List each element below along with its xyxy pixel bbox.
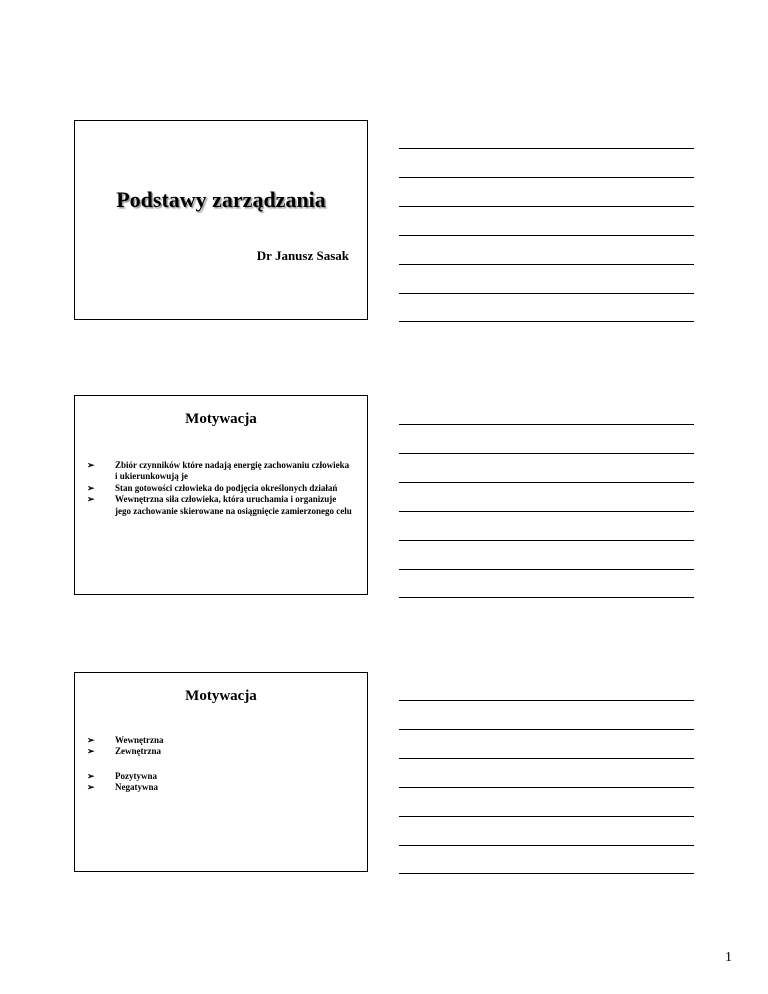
note-line [399, 511, 694, 512]
bullet-text: Wewnętrzna [115, 735, 164, 745]
arrow-bullet-icon: ➢ [87, 494, 95, 505]
list-item [87, 494, 353, 517]
slide-1 [74, 120, 368, 320]
arrow-bullet-icon: ➢ [87, 735, 95, 745]
slide-1-author: Dr Janusz Sasak [256, 248, 349, 263]
bullet-text: Zbiór czynników które nadają energię zachowaniu człowieka i ukierunkowują je [115, 460, 350, 482]
list-item [87, 746, 353, 757]
note-line [399, 293, 694, 294]
note-line [399, 787, 694, 788]
list-item [87, 771, 353, 782]
arrow-bullet-icon: ➢ [87, 746, 95, 757]
note-line [399, 540, 694, 541]
slide-1-title: Podstawy zarządzania [116, 187, 326, 212]
note-line [399, 235, 694, 236]
bullet-text: Stan gotowości człowieka do podjęcia określonych działań [115, 482, 338, 493]
note-line [399, 424, 694, 425]
note-line [399, 597, 694, 598]
bullet-text: Pozytywna [115, 770, 157, 781]
arrow-bullet-icon: ➢ [87, 460, 95, 470]
note-line [399, 206, 694, 207]
note-line [399, 700, 694, 701]
note-line [399, 177, 694, 178]
note-line [399, 873, 694, 874]
list-item [87, 483, 353, 494]
slide-2-title: Motywacja [185, 411, 257, 427]
bullet-text: Zewnętrzna [115, 746, 161, 757]
bullet-text: Wewnętrzna siła człowieka, która uruchamia i organizuje jego zachowanie skierowane na osiągnięcie zamierzonego celu [115, 494, 352, 516]
list-item [87, 735, 353, 746]
note-line [399, 758, 694, 759]
note-line [399, 148, 694, 149]
slide-2-bullet-list [87, 460, 353, 517]
arrow-bullet-icon: ➢ [87, 482, 95, 493]
slide-2 [74, 395, 368, 595]
note-line [399, 453, 694, 454]
slide-3 [74, 672, 368, 872]
note-line [399, 482, 694, 483]
slide-3-title: Motywacja [185, 688, 257, 704]
note-line [399, 845, 694, 846]
list-item [87, 782, 353, 793]
arrow-bullet-icon: ➢ [87, 770, 95, 781]
list-item [87, 460, 353, 483]
arrow-bullet-icon: ➢ [87, 782, 95, 793]
slide-3-bullet-list [87, 735, 353, 794]
note-line [399, 729, 694, 730]
note-line [399, 264, 694, 265]
note-line [399, 816, 694, 817]
bullet-text: Negatywna [115, 782, 158, 793]
note-line [399, 321, 694, 322]
page-number: 1 [725, 950, 732, 965]
note-line [399, 569, 694, 570]
